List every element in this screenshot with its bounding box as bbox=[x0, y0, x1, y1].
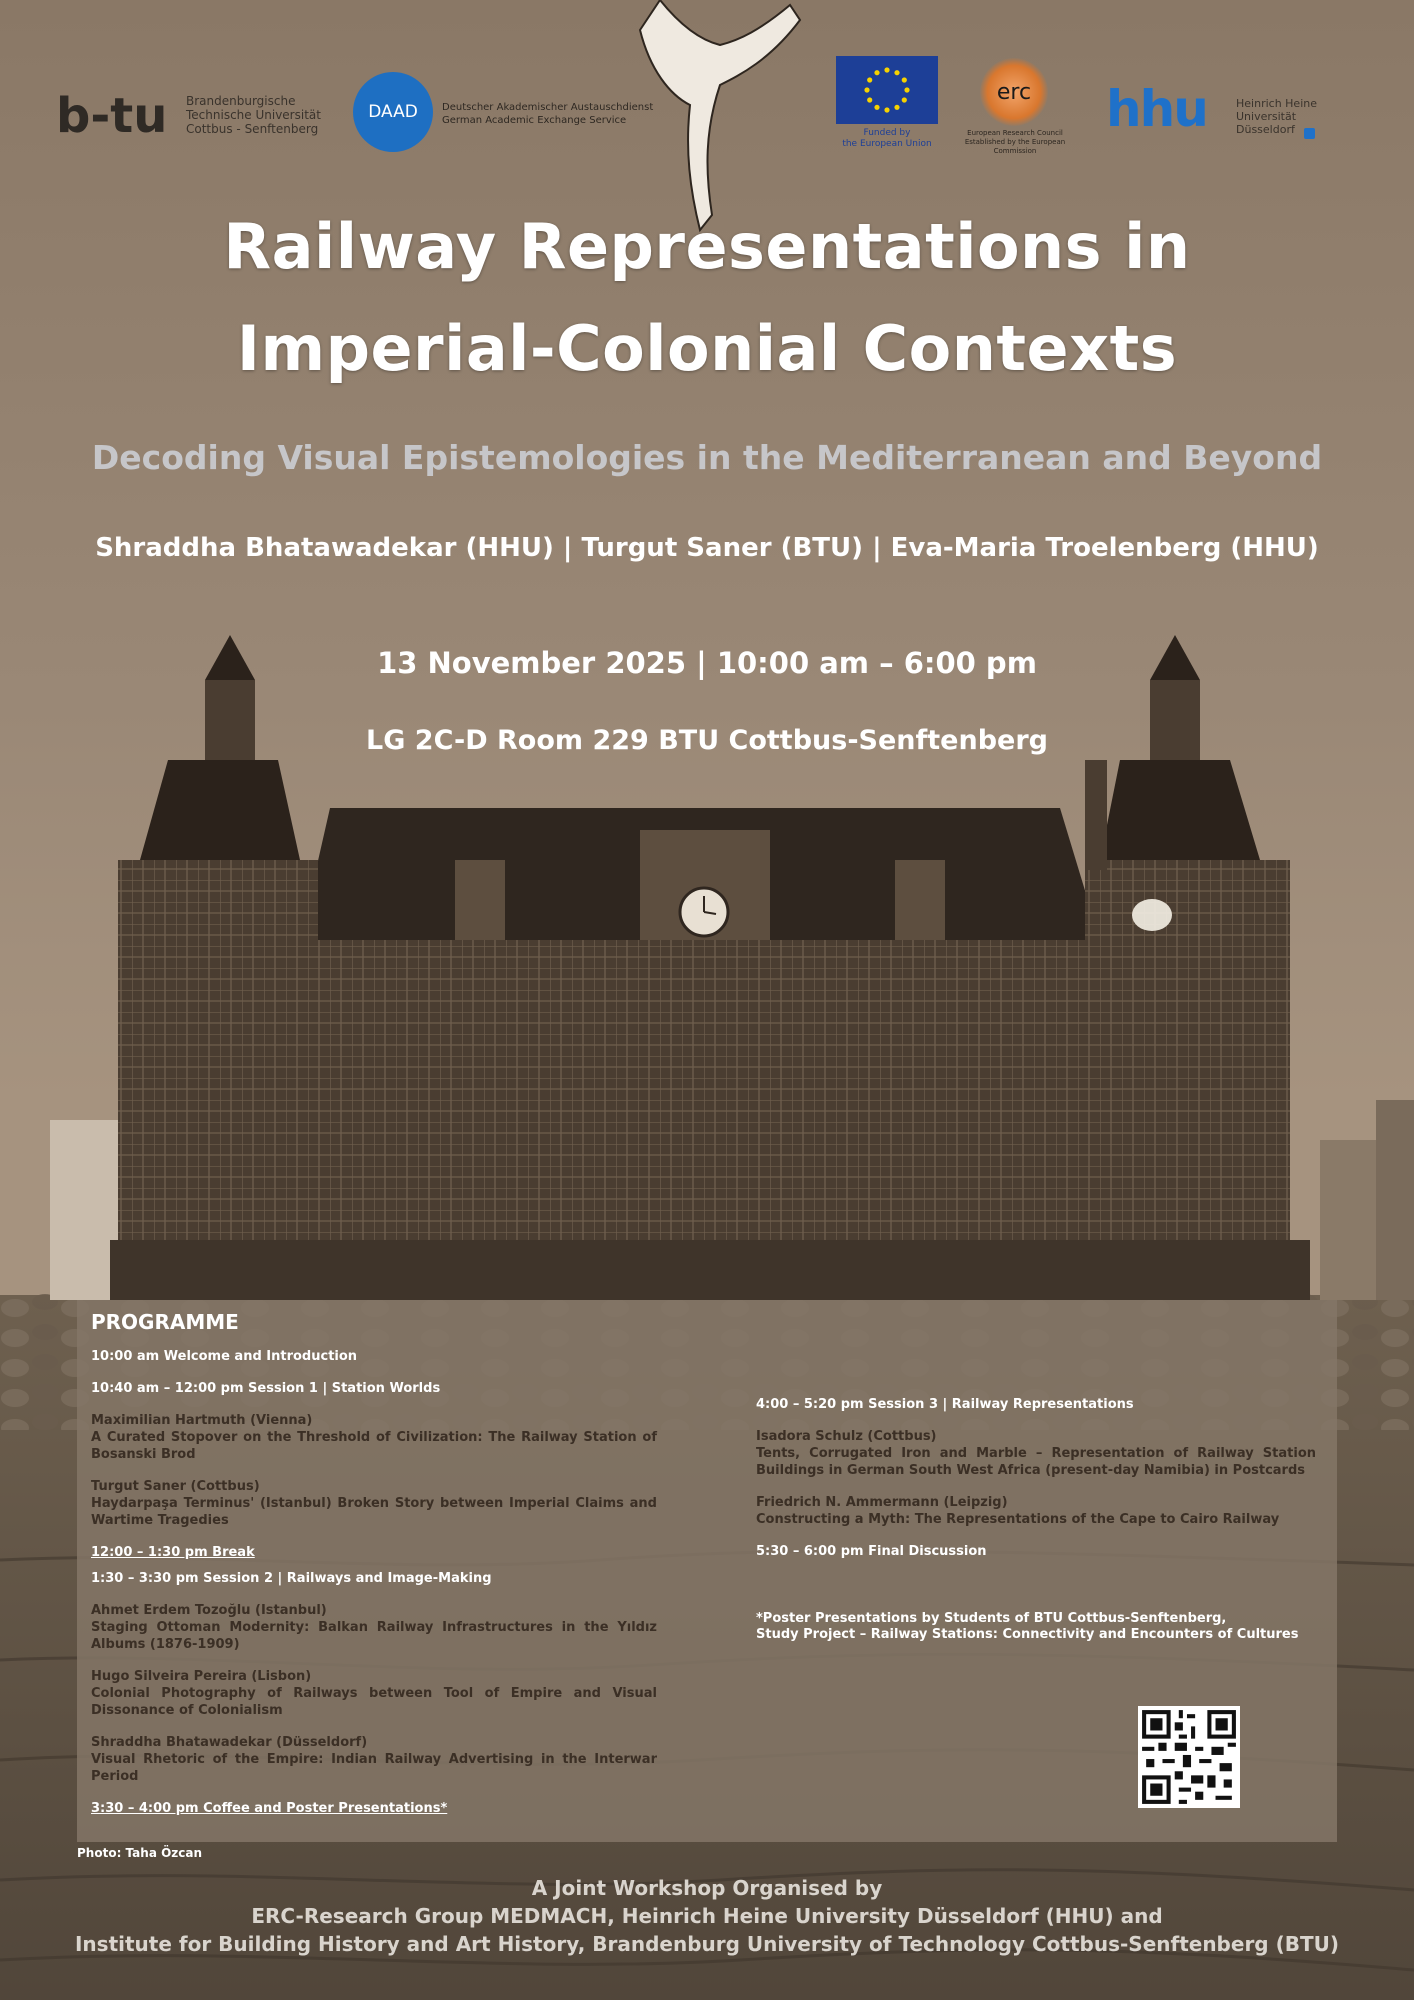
hhu-logo-text: Heinrich Heine Universität Düsseldorf bbox=[1236, 97, 1317, 136]
programme-talk bbox=[91, 1668, 657, 1719]
eu-flag-icon bbox=[836, 56, 938, 124]
svg-text:b-tu: b-tu bbox=[56, 88, 168, 144]
photo-credit: Photo: Taha Özcan bbox=[77, 1846, 203, 1860]
poster-note: *Poster Presentations by Students of BTU Cottbus-Senftenberg, Study Project – Railway Stations: Connectivity and Encounters of Cultures bbox=[756, 1611, 1299, 1642]
event-date: 13 November 2025 | 10:00 am – 6:00 pm bbox=[377, 646, 1037, 680]
subtitle: Decoding Visual Epistemologies in the Mediterranean and Beyond bbox=[91, 438, 1323, 477]
talk-speaker: Hugo Silveira Pereira (Lisbon) bbox=[91, 1669, 312, 1684]
programme-item-final: 5:30 – 6:00 pm Final Discussion bbox=[756, 1544, 987, 1559]
talk-title: Haydarpaşa Terminus' (Istanbul) Broken Story between Imperial Claims and Wartime Tragedies bbox=[91, 1496, 657, 1528]
talk-title: Visual Rhetoric of the Empire: Indian Railway Advertising in the Interwar Period bbox=[91, 1752, 657, 1784]
hhu-logo-icon: hhu bbox=[1106, 80, 1207, 138]
programme-talk bbox=[756, 1494, 1316, 1528]
programme-item-coffee: 3:30 – 4:00 pm Coffee and Poster Presentations* bbox=[91, 1801, 448, 1816]
programme-heading: PROGRAMME bbox=[91, 1310, 239, 1334]
erc-logo-icon: erc bbox=[980, 58, 1048, 126]
programme-item-break: 12:00 – 1:30 pm Break bbox=[91, 1545, 255, 1560]
programme-item-session2: 1:30 – 3:30 pm Session 2 | Railways and Image-Making bbox=[91, 1571, 492, 1586]
programme-talk bbox=[91, 1412, 657, 1463]
qr-code-icon[interactable] bbox=[1138, 1706, 1240, 1808]
daad-logo-text: Deutscher Akademischer Austauschdienst German Academic Exchange Service bbox=[442, 102, 654, 126]
programme-talk bbox=[91, 1602, 657, 1653]
event-venue: LG 2C-D Room 229 BTU Cottbus-Senftenberg bbox=[366, 725, 1048, 756]
talk-speaker: Turgut Saner (Cottbus) bbox=[91, 1479, 260, 1494]
hhu-dot-icon bbox=[1304, 128, 1315, 139]
programme-item-session1: 10:40 am – 12:00 pm Session 1 | Station Worlds bbox=[91, 1381, 441, 1396]
talk-title: Staging Ottoman Modernity: Balkan Railway Infrastructures in the Yıldız Albums (1876-1909) bbox=[91, 1620, 657, 1652]
programme-talk bbox=[91, 1734, 657, 1785]
daad-logo-icon: DAAD bbox=[353, 72, 433, 152]
talk-speaker: Friedrich N. Ammermann (Leipzig) bbox=[756, 1495, 1008, 1510]
talk-speaker: Isadora Schulz (Cottbus) bbox=[756, 1429, 937, 1444]
organisers: Shraddha Bhatawadekar (HHU) | Turgut Saner (BTU) | Eva-Maria Troelenberg (HHU) bbox=[95, 533, 1319, 563]
programme-item-welcome: 10:00 am Welcome and Introduction bbox=[91, 1349, 358, 1364]
talk-title: Colonial Photography of Railways between Tool of Empire and Visual Dissonance of Colonialism bbox=[91, 1686, 657, 1718]
talk-speaker: Ahmet Erdem Tozoğlu (Istanbul) bbox=[91, 1603, 327, 1618]
page-title: Railway Representations in Imperial-Colonial Contexts bbox=[223, 210, 1191, 385]
talk-title: Constructing a Myth: The Representations of the Cape to Cairo Railway bbox=[756, 1512, 1280, 1527]
programme-talk bbox=[91, 1478, 657, 1529]
talk-title: Tents, Corrugated Iron and Marble – Representation of Railway Station Buildings in German South West Africa (present-day Namibia) in Postcards bbox=[756, 1446, 1316, 1478]
btu-logo-text: Brandenburgische Technische Universität Cottbus - Senftenberg bbox=[186, 94, 321, 136]
programme-left-column bbox=[91, 1348, 657, 1832]
talk-speaker: Maximilian Hartmuth (Vienna) bbox=[91, 1413, 313, 1428]
btu-logo-icon bbox=[56, 88, 176, 144]
programme-talk bbox=[756, 1428, 1316, 1479]
programme-panel bbox=[77, 1300, 1337, 1842]
eu-funding-text: Funded by the European Union bbox=[842, 128, 932, 149]
erc-logo-text: European Research Council Established by the European Commission bbox=[964, 129, 1066, 155]
talk-speaker: Shraddha Bhatawadekar (Düsseldorf) bbox=[91, 1735, 368, 1750]
programme-right-column bbox=[756, 1396, 1316, 1643]
talk-title: A Curated Stopover on the Threshold of Civilization: The Railway Station of Bosanski Brod bbox=[91, 1430, 657, 1462]
footer-organisers: A Joint Workshop Organised by ERC-Research Group MEDMACH, Heinrich Heine University Düsseldorf (HHU) and Institute for Building History and Art History, Brandenburg University of Technology Cottbus-Senftenberg (BTU) bbox=[74, 1876, 1339, 1956]
programme-item-session3: 4:00 – 5:20 pm Session 3 | Railway Representations bbox=[756, 1397, 1134, 1412]
